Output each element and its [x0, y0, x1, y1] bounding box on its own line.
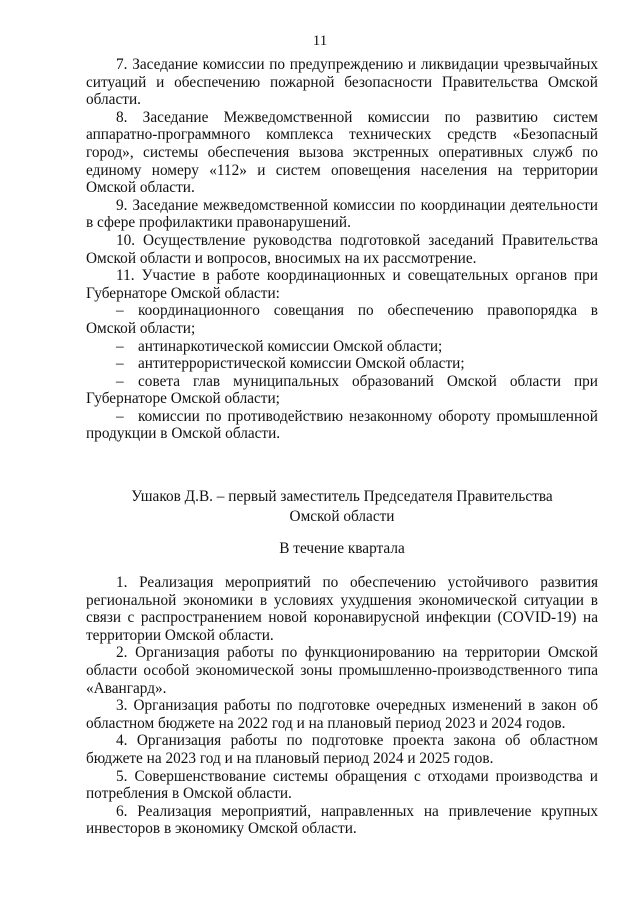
dash-item — [86, 355, 598, 373]
list-item-1: 1. Реализация мероприятий по обеспечению устойчивого развития региональной экономики в условиях ухудшения экономической ситуации в связи с распространением новой коронавирусной инфекции (COVID-19) на территории Омской области. — [86, 574, 598, 644]
list-item-9: 9. Заседание межведомственной комиссии по координации деятельности в сфере профилактики правонарушений. — [86, 196, 598, 232]
list-item-11: 11. Участие в работе координационных и совещательных органов при Губернаторе Омской области: — [86, 267, 598, 302]
dash-marker: – — [116, 302, 124, 320]
responsibilities-list-part1 — [86, 56, 598, 443]
dash-marker: – — [116, 337, 124, 355]
dash-item-text: совета глав муниципальных образований Омской области при Губернаторе Омской области; — [86, 372, 598, 408]
dash-item — [86, 373, 598, 408]
dash-item — [86, 302, 598, 337]
list-item-2: 2. Организация работы по функционированию на территории Омской области особой экономической зоны промышленно-производственного типа «Авангард». — [86, 644, 598, 697]
dash-item-text: комиссии по противодействию незаконному обороту промышленной продукции в Омской области. — [86, 407, 598, 443]
section-heading-line1: Ушаков Д.В. – первый заместитель Председателя Правительства — [131, 488, 553, 505]
list-item-4: 4. Организация работы по подготовке проекта закона об областном бюджете на 2023 год и на плановый период 2024 и 2025 годов. — [86, 732, 598, 767]
list-item-3: 3. Организация работы по подготовке очередных изменений в закон об областном бюджете на 2022 год и на плановый период 2023 и 2024 годов. — [86, 697, 598, 732]
dash-marker: – — [116, 407, 124, 425]
period-heading: В течение квартала — [279, 540, 405, 557]
dash-item-text: антинаркотической комиссии Омской области; — [138, 337, 443, 355]
section-heading-line2: Омской области — [289, 508, 395, 525]
section-heading — [86, 487, 598, 527]
list-item-6: 6. Реализация мероприятий, направленных на привлечение крупных инвесторов в экономику Омской области. — [86, 802, 598, 838]
dash-marker: – — [116, 355, 124, 373]
dash-item — [86, 338, 598, 356]
dash-marker: – — [116, 372, 124, 390]
dash-item-text: антитеррористической комиссии Омской области; — [138, 355, 465, 373]
responsibilities-list-part2 — [86, 574, 598, 838]
dash-item-text: координационного совещания по обеспечению правопорядка в Омской области; — [86, 302, 598, 337]
list-item-10: 10. Осуществление руководства подготовкой заседаний Правительства Омской области и вопросов, вносимых на их рассмотрение. — [86, 231, 598, 267]
list-item-8: 8. Заседание Межведомственной комиссии по развитию систем аппаратно-программного комплекса технических средств «Безопасный город», системы обеспечения вызова экстренных оперативных служб по единому номеру «112» и систем оповещения населения на территории Омской области. — [86, 108, 598, 197]
page-number: 11 — [312, 33, 328, 49]
list-item-7: 7. Заседание комиссии по предупреждению и ликвидации чрезвычайных ситуаций и обеспечению пожарной безопасности Правительства Омской области. — [86, 56, 598, 109]
dash-item — [86, 408, 598, 443]
list-item-5: 5. Совершенствование системы обращения с отходами производства и потребления в Омской области. — [86, 767, 598, 803]
